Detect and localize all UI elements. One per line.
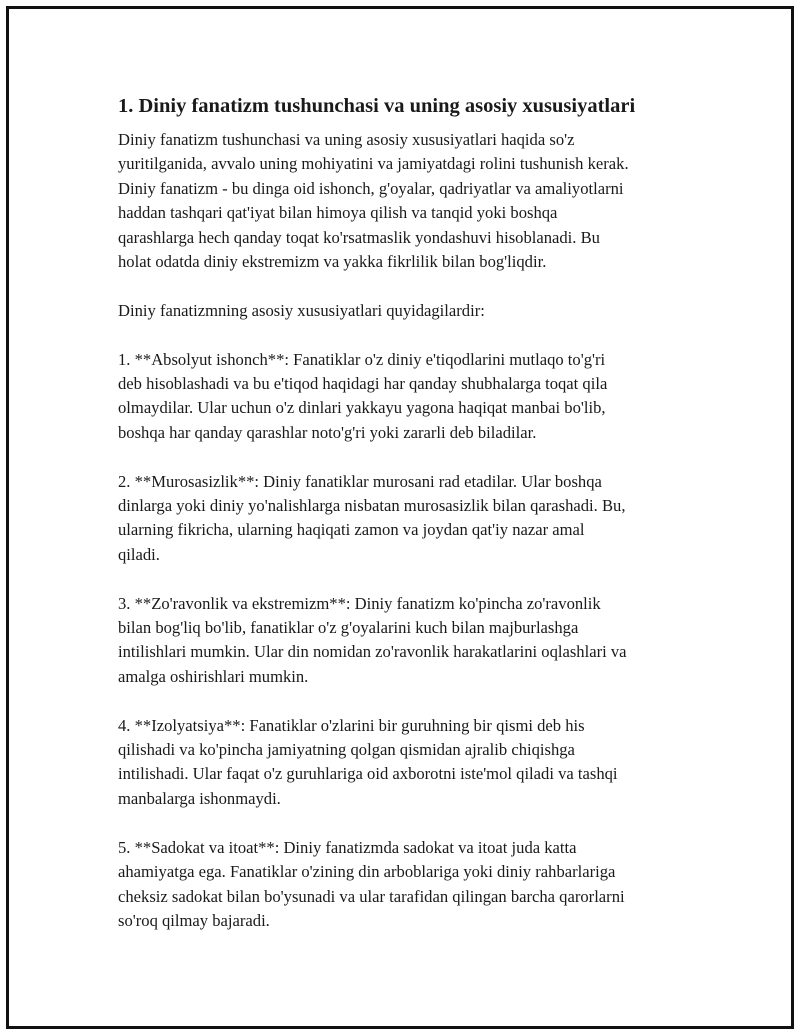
feature-item-3: 3. **Zo'ravonlik va ekstremizm**: Diniy fanatizm ko'pincha zo'ravonlik bilan bog'liq bo'lib, fanatiklar o'z g'oyalarini kuch bilan majburlashga intilishlari mumkin. Ular din nomidan zo'ravonlik harakatlarini oqlashlari va amalga oshirishlari mumkin.: [118, 593, 627, 686]
feature-item-4: 4. **Izolyatsiya**: Fanatiklar o'zlarini bir guruhning bir qismi deb his qilishadi va ko'pincha jamiyatning qolgan qismidan ajralib chiqishga intilishadi. Ular faqat o'z guruhlariga oid axborotni iste'mol qiladi va tashqi manbalarga ishonmaydi.: [118, 715, 618, 808]
intro-paragraph: Diniy fanatizm tushunchasi va uning asosiy xususiyatlari haqida so'z yuritilganida, avvalo uning mohiyatini va jamiyatdagi rolini tushunish kerak. Diniy fanatizm - bu dinga oid ishonch, g'oyalar, qadriyatlar va amaliyotlarni haddan tashqari qat'iyat bilan himoya qilish va tanqid yoki boshqa qarashlarga hech qanday toqat ko'rsatmaslik yondashuvi hisoblanadi. Bu holat odatda diniy ekstremizm va yakka fikrlilik bilan bog'liqdir.: [118, 130, 629, 272]
features-lead-paragraph: Diniy fanatizmning asosiy xususiyatlari quyidagilardir:: [118, 300, 485, 320]
document-title: 1. Diniy fanatizm tushunchasi va uning asosiy xususiyatlari: [118, 95, 636, 117]
feature-item-2: 2. **Murosasizlik**: Diniy fanatiklar murosani rad etadilar. Ular boshqa dinlarga yoki diniy yo'nalishlarga nisbatan murosasizlik bilan qarashadi. Bu, ularning fikricha, ularning haqiqati zamon va joydan qat'iy nazar amal qiladi.: [118, 471, 626, 564]
feature-item-5: 5. **Sadokat va itoat**: Diniy fanatizmda sadokat va itoat juda katta ahamiyatga ega. Fanatiklar o'zining din arboblariga yoki diniy rahbarlariga cheksiz sadokat bilan bo'ysunadi va ular tarafidan qilingan barcha qarorlarni so'roq qilmay bajaradi.: [118, 837, 625, 930]
document-body: [112, 92, 682, 958]
feature-item-1: 1. **Absolyut ishonch**: Fanatiklar o'z diniy e'tiqodlarini mutlaqo to'g'ri deb hisoblashadi va bu e'tiqod haqidagi har qanday shubhalarga toqat qila olmaydilar. Ular uchun o'z dinlari yakkayu yagona haqiqat manbai bo'lib, boshqa har qanday qarashlar noto'g'ri yoki zararli deb biladilar.: [118, 349, 608, 442]
